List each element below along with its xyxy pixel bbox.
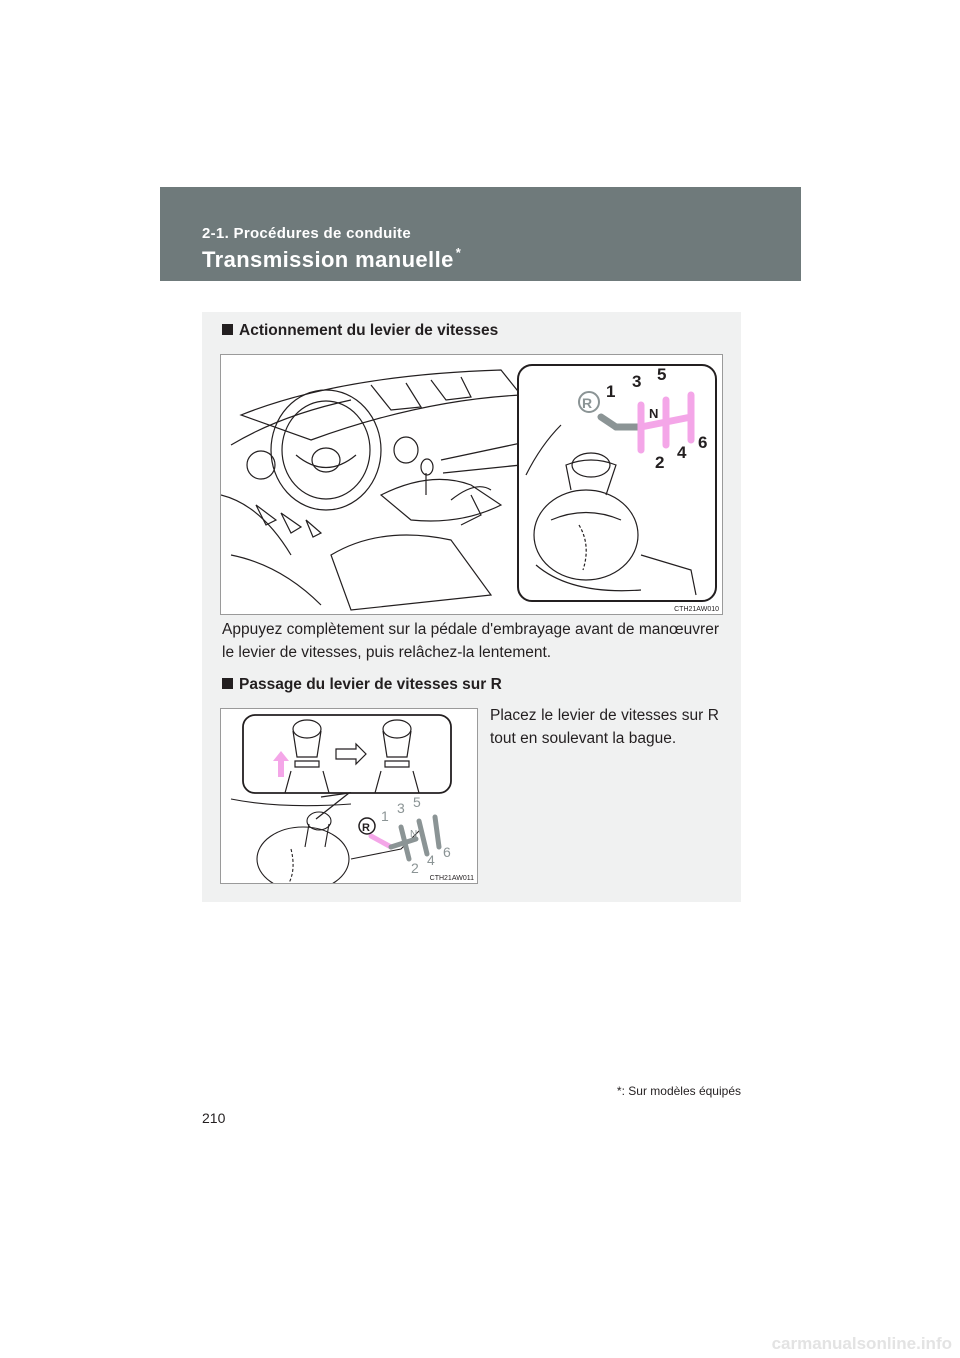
gear-label-r: R <box>582 395 593 411</box>
watermark: carmanualsonline.info <box>771 1334 952 1353</box>
page-title <box>202 247 461 273</box>
gear-label-1: 1 <box>381 808 389 824</box>
content-panel <box>202 312 741 902</box>
footnote: *: Sur modèles équipés <box>616 1084 741 1098</box>
gear-label-3: 3 <box>397 800 405 816</box>
gear-label-2: 2 <box>411 860 419 876</box>
square-bullet-icon <box>222 678 233 689</box>
figure-code: CTH21AW010 <box>674 606 719 613</box>
figure-code: CTH21AW011 <box>429 875 474 882</box>
instruction-text-clutch: Appuyez complètement sur la pédale d'embrayage avant de manœuvrer le levier de vitesses, puis relâchez-la lentement. <box>222 621 719 661</box>
gear-label-4: 4 <box>427 852 435 868</box>
interior-illustration <box>221 355 722 614</box>
gear-label-2: 2 <box>655 453 665 472</box>
subheading-text: Passage du levier de vitesses sur R <box>239 676 502 693</box>
page-number: 210 <box>202 1110 226 1126</box>
gear-label-6: 6 <box>443 844 451 860</box>
title-mark: * <box>455 245 462 260</box>
subheading-shift-to-r <box>222 676 502 694</box>
gear-label-4: 4 <box>677 443 687 462</box>
square-bullet-icon <box>222 324 233 335</box>
gear-label-3: 3 <box>632 372 642 391</box>
page-title-text: Transmission manuelle <box>202 247 454 272</box>
gear-label-n: N <box>649 406 659 421</box>
gear-label-6: 6 <box>698 433 708 452</box>
gear-label-1: 1 <box>606 382 616 401</box>
figure-shift-to-r <box>220 708 478 884</box>
subheading-text: Actionnement du levier de vitesses <box>239 322 499 339</box>
instruction-text-reverse: Placez le levier de vitesses sur R tout en soulevant la bague. <box>490 707 719 747</box>
chapter-header <box>160 187 801 281</box>
gear-label-r: R <box>362 822 370 834</box>
section-label: 2-1. Procédures de conduite <box>202 225 411 242</box>
subheading-shift-operation <box>222 322 498 340</box>
gear-label-n: N <box>410 829 418 840</box>
figure-shift-lever-interior <box>220 354 723 615</box>
gear-label-5: 5 <box>657 365 667 384</box>
gear-label-5: 5 <box>413 794 421 810</box>
reverse-illustration <box>221 709 477 883</box>
